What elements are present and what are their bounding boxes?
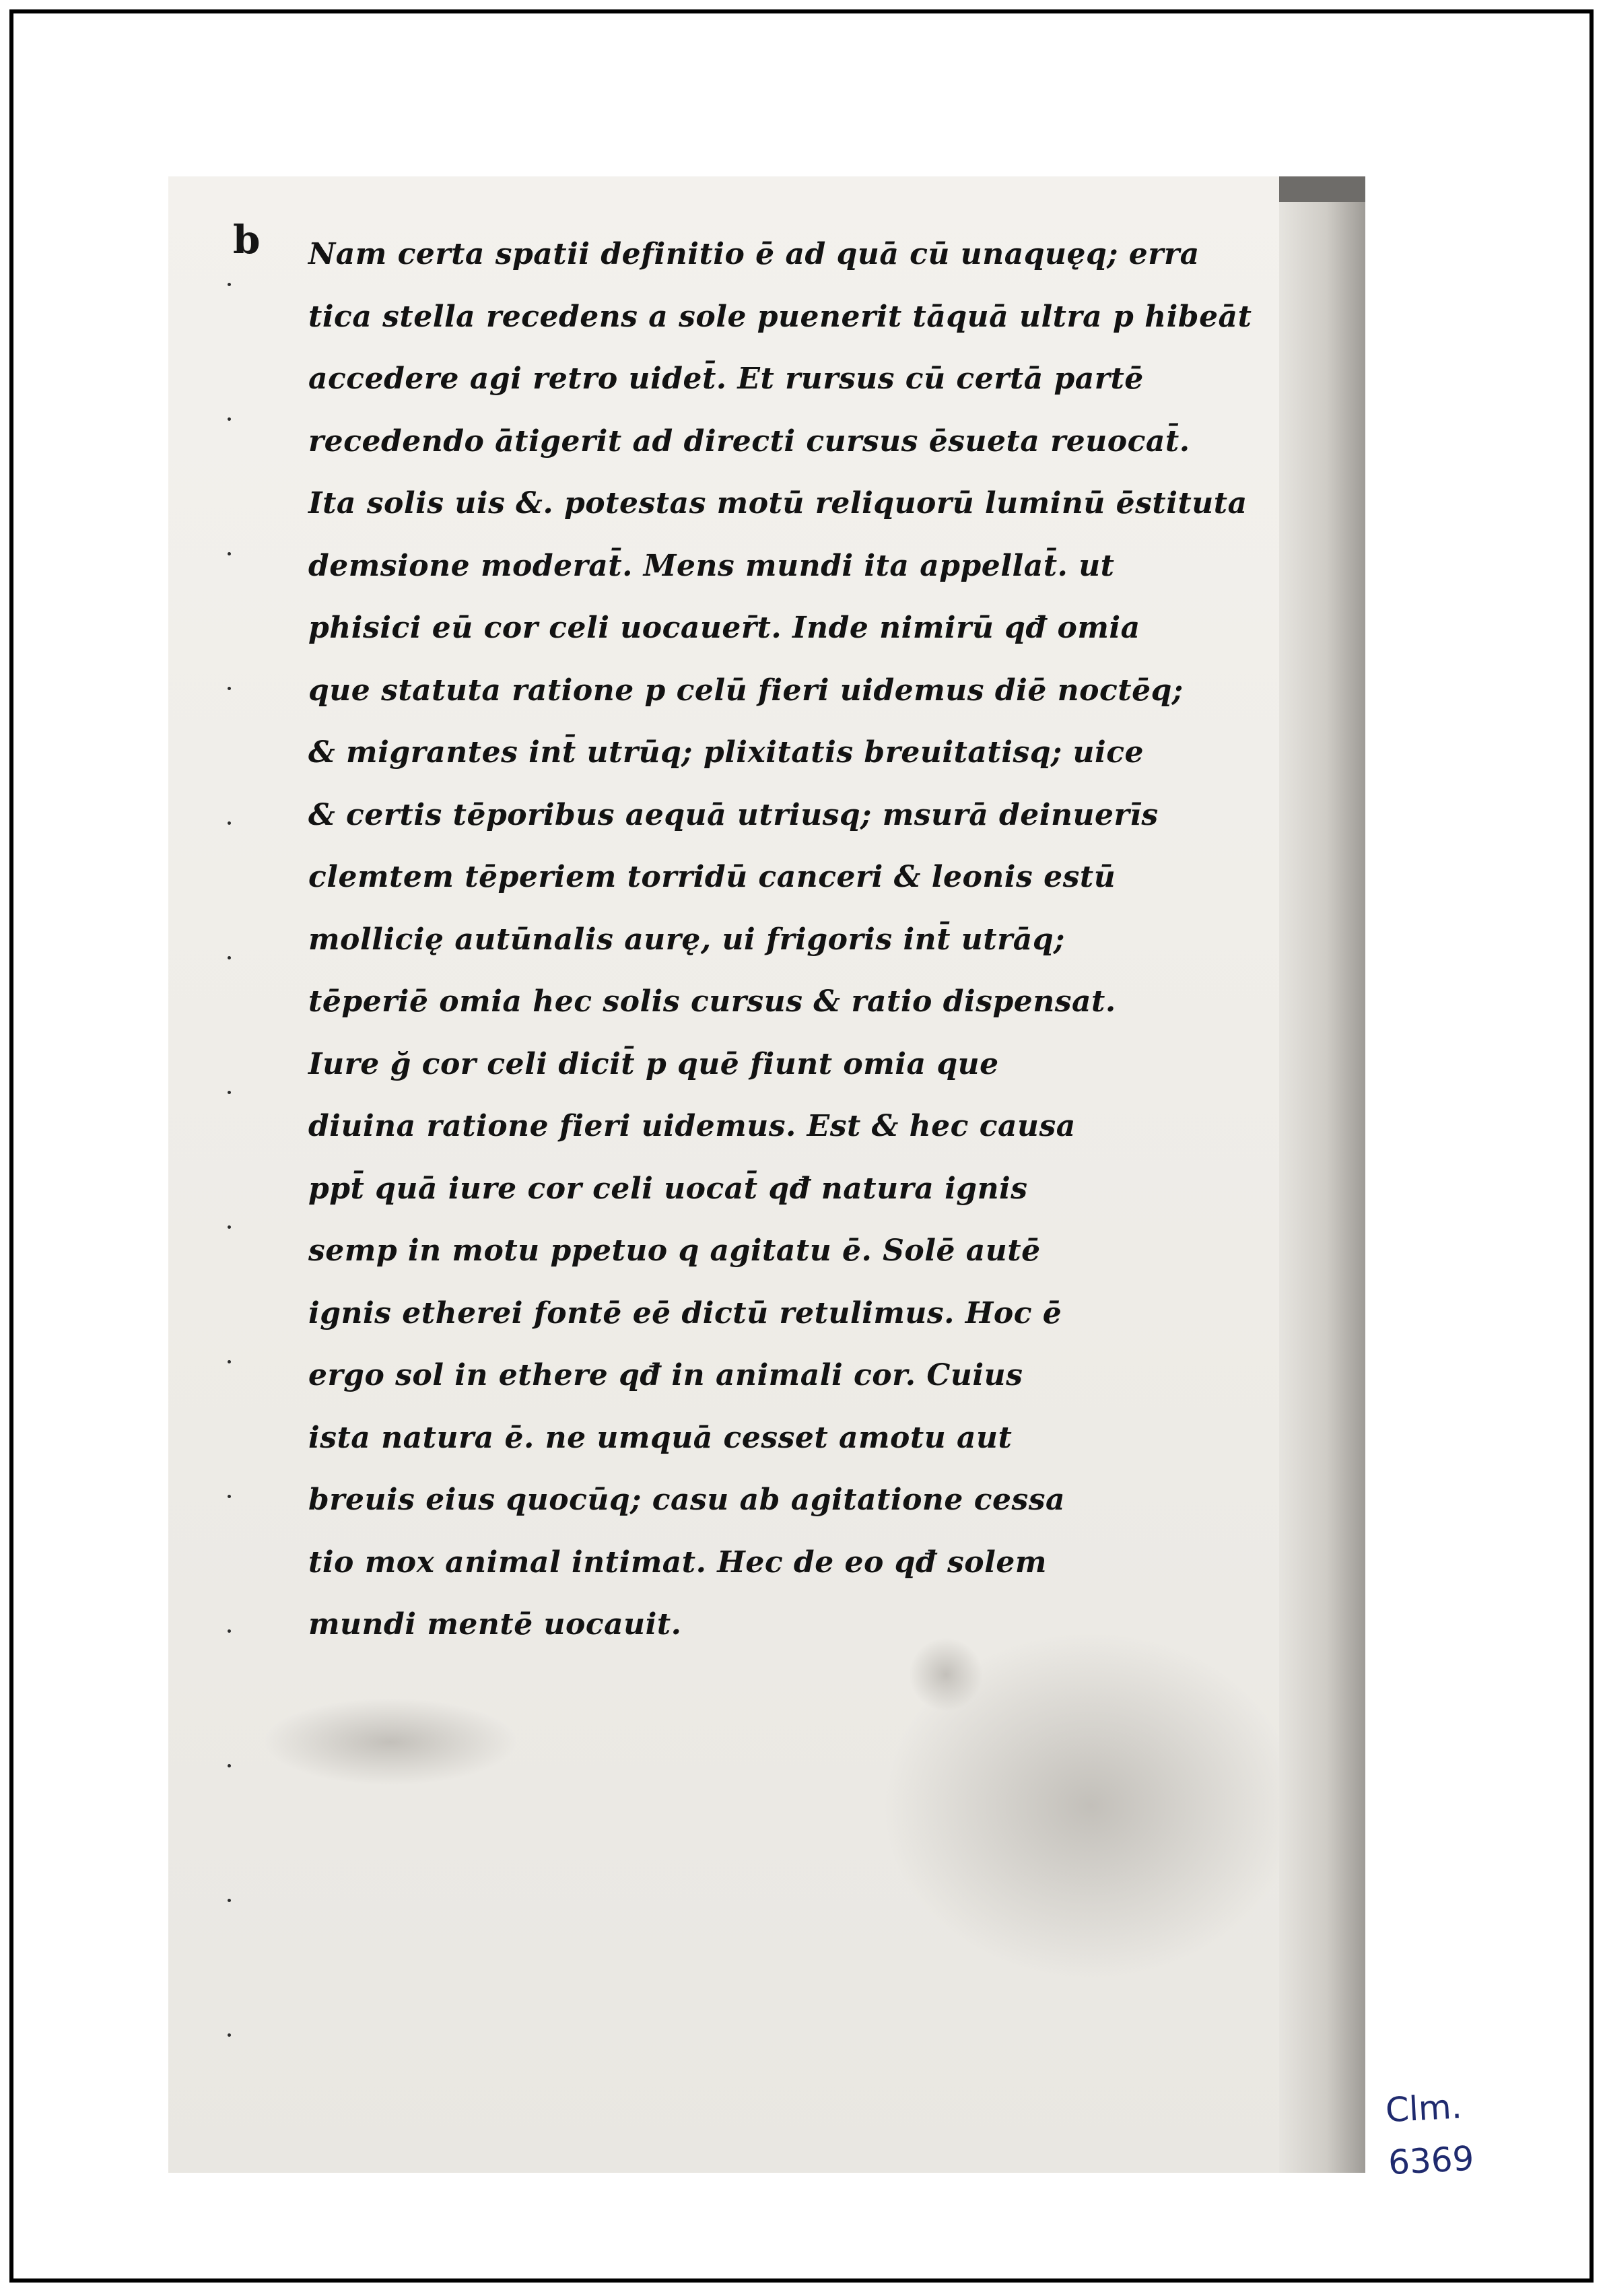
text-line: demsione moderat̄. Mens mundi ita appellat̄. ut [308,548,1115,583]
text-line: ista natura ē. ne umquā cesset amotu aut [308,1420,1013,1455]
prick-mark [228,1495,231,1498]
text-line: mundi mentē uocauit. [308,1607,682,1642]
shelfmark-annotation [1384,2077,1524,2189]
text-line: tica stella recedens a sole puenerit tāquā ultra p hibeāt [308,299,1252,334]
text-line: diuina ratione fieri uidemus. Est & hec causa [308,1109,1076,1143]
text-line: ignis etherei fontē eē dictū retulimus. Hoc ē [308,1295,1062,1330]
text-line: & migrantes int̄ utrūq; plixitatis breuitatisq; uice [308,735,1144,770]
text-line: ergo sol in ethere qđ in animali cor. Cuius [308,1358,1023,1392]
text-line: tēperiē omia hec solis cursus & ratio dispensat. [308,984,1116,1019]
prick-mark [228,1764,231,1767]
prick-mark [228,1360,231,1363]
margin-prick-marks [228,283,234,2101]
text-line: clemtem tēperiem torridū canceri & leonis estū [308,860,1116,894]
shelfmark-collection: Clm. [1384,2087,1463,2130]
text-line: semp in motu ppetuo q agitatu ē. Solē autē [308,1234,1041,1268]
text-line: Ita solis uis &. potestas motū reliquorū luminū ēstituta [308,486,1247,520]
shelfmark-number: 6369 [1387,2138,1475,2183]
prick-mark [228,821,231,825]
text-line: recedendo ātigerit ad directi cursus ēsueta reuocat̄. [308,424,1190,459]
text-line: & certis tēporibus aequā utriusq; msurā deinuerīs [308,797,1159,832]
text-line: phisici eū cor celi uocauer̄t. Inde nimirū qđ omia [308,611,1140,645]
text-line: Nam certa spatii definitio ē ad quā cū unaquęq; erra [308,237,1200,271]
prick-mark [228,687,231,690]
prick-mark [228,1629,231,1633]
text-line: mollicię autūnalis aurę, ui frigoris int̄ utrāq; [308,922,1065,957]
prick-mark [228,1091,231,1094]
text-line: breuis eius quocūq; casu ab agitatione cessa [308,1483,1066,1517]
text-line: tio mox animal intimat. Hec de eo qđ solem [308,1545,1047,1580]
prick-mark [228,283,231,286]
text-line: ppt̄ quā iure cor celi uocat̄ qđ natura ignis [308,1171,1028,1206]
text-line: Iure ğ cor celi dicit̄ p quē fiunt omia que [308,1046,999,1081]
text-line: accedere agi retro uidet̄. Et rursus cū certā partē [308,362,1144,396]
stain [263,1698,518,1786]
prick-mark [228,2033,231,2037]
manuscript-text [308,224,1251,1656]
prick-mark [228,956,231,959]
prick-mark [228,417,231,421]
margin-letter: b [233,217,261,263]
binding-edge [1279,176,1365,2173]
prick-mark [228,1899,231,1902]
binding-top [1279,176,1365,202]
prick-mark [228,552,231,555]
text-line: que statuta ratione p celū fieri uidemus diē noctēq; [308,673,1184,708]
prick-mark [228,1225,231,1229]
